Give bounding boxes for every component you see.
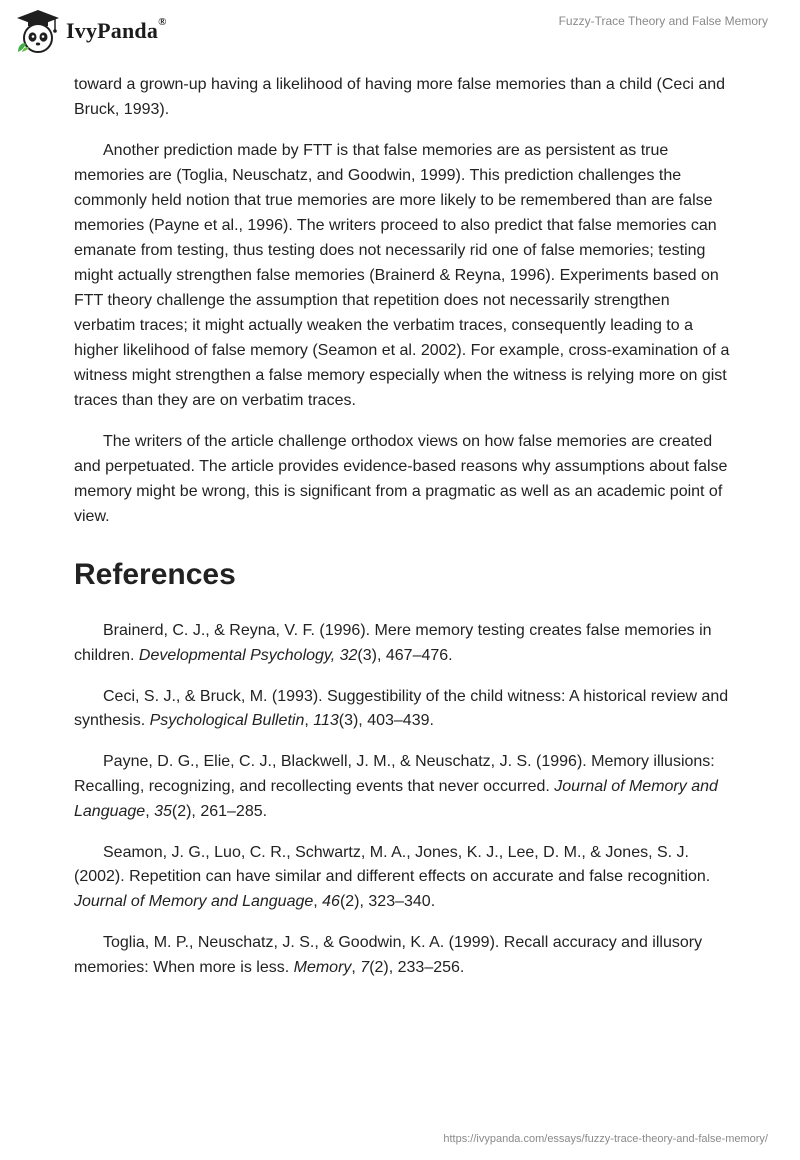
body-paragraph: The writers of the article challenge orthodox views on how false memories are created and perpetuated. The article provides evidence-based reasons why assumptions about false memory might be wrong, this is significant from a pragmatic as well as an academic point of view. [74, 433, 728, 525]
references-heading: References [74, 558, 236, 591]
ivypanda-logo[interactable] [14, 8, 167, 54]
reference-item: Ceci, S. J., & Bruck, M. (1993). Suggestibility of the child witness: A historical review and synthesis. Psychological Bulletin, 113(3), 403–439. [74, 687, 729, 730]
body-paragraph: Another prediction made by FTT is that false memories are as persistent as true memories are (Toglia, Neuschatz, and Goodwin, 1999). This prediction challenges the commonly held notion that true memories are more likely to be remembered than are false memories (Payne et al., 1996). The writers proceed to also predict that false memories can emanate from testing, thus testing does not necessarily rid one of false memories; testing might actually strengthen false memories (Brainerd & Reyna, 1996). Experiments based on FTT theory challenge the assumption that repetition does not necessarily strengthen verbatim traces; it might actually weaken the verbatim traces, consequently leading to a higher likelihood of false memory (Seamon et al. 2002). For example, cross-examination of a witness might strengthen a false memory especially when the witness is relying more on gist traces than they are on verbatim traces. [74, 142, 730, 409]
reference-item: Seamon, J. G., Luo, C. R., Schwartz, M. A., Jones, K. J., Lee, D. M., & Jones, S. J. (2002). Repetition can have similar and different effects on accurate and false recognition. Journal of Memory and Language, 46(2), 323–340. [74, 843, 711, 911]
reference-item: Brainerd, C. J., & Reyna, V. F. (1996). Mere memory testing creates false memories in children. Developmental Psychology, 32(3), 467–476. [74, 622, 712, 664]
page-header [0, 0, 800, 64]
reference-list [74, 619, 734, 981]
panda-icon [14, 8, 62, 54]
reference-item: Payne, D. G., Elie, C. J., Blackwell, J. M., & Neuschatz, J. S. (1996). Memory illusions: Recalling, recognizing, and recollecting events that never occurred. Journal of Memory and Language, 35(2), 261–285. [74, 753, 718, 820]
document-title: Fuzzy-Trace Theory and False Memory [558, 14, 768, 28]
body-paragraph: toward a grown-up having a likelihood of having more false memories than a child (Ceci and Bruck, 1993). [74, 76, 726, 118]
reference-item: Toglia, M. P., Neuschatz, J. S., & Goodwin, K. A. (1999). Recall accuracy and illusory memories: When more is less. Memory, 7(2), 233–256. [74, 933, 703, 976]
brand-name: IvyPanda® [66, 16, 167, 43]
essay-content [74, 72, 734, 997]
source-url[interactable]: https://ivypanda.com/essays/fuzzy-trace-theory-and-false-memory/ [443, 1133, 768, 1145]
